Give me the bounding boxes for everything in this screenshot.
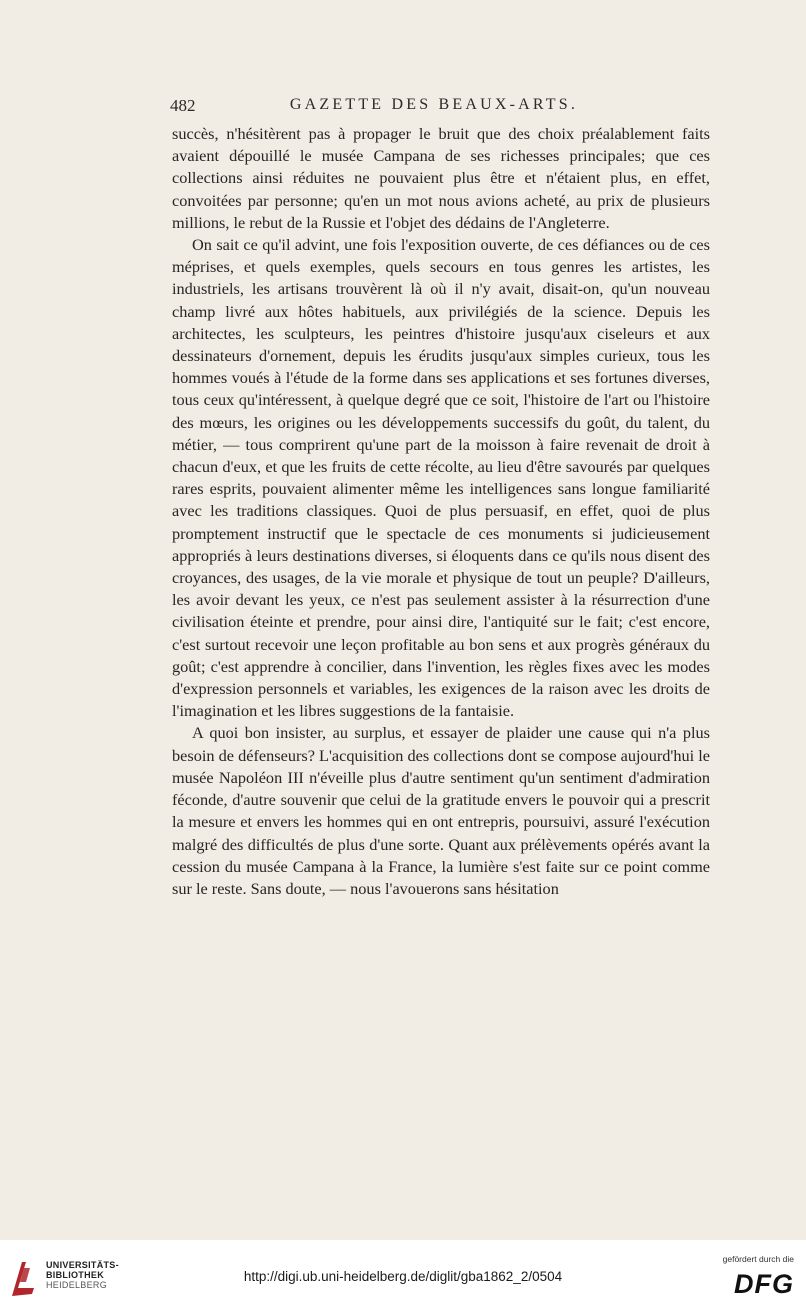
footer-bar [0,1240,806,1304]
permalink-url[interactable]: http://digi.ub.uni-heidelberg.de/diglit/gba1862_2/0504 [243,1269,563,1284]
running-title: GAZETTE DES BEAUX-ARTS. [289,96,579,113]
article-body [172,123,710,900]
dfg-logo-icon: DFG [734,1269,794,1299]
funding-note: gefördert durch die [722,1254,794,1264]
paragraph: On sait ce qu'il advint, une fois l'exposition ouverte, de ces défiances ou de ces méprises, et quels exemples, quels secours en tous genres les artistes, les industriels, les artisans trouvèrent là où il n'y avait, disait-on, qu'un nouveau champ livré aux hôtes habituels, aux privilégiés de la science. Depuis les architectes, les sculpteurs, les peintres d'histoire jusqu'aux ciseleurs et aux dessinateurs d'ornement, depuis les érudits jusqu'aux simples curieux, tous les hommes voués à l'étude de la forme dans ses applications et ses fortunes diverses, tous ceux qu'intéressent, à quelque degré que ce soit, l'histoire de l'art ou l'histoire des mœurs, les origines ou les développements successifs du goût, du talent, du métier, — tous comprirent qu'une part de la moisson à faire revenait de droit à chacun d'eux, et que les fruits de cette récolte, au lieu d'être savourés par quelques rares esprits, pouvaient alimenter même les intelligences sans longue familiarité avec les traditions classiques. Quoi de plus persuasif, en effet, quoi de plus promptement instructif que le spectacle de ces monuments si judicieusement appropriés à leurs destinations diverses, si éloquents dans ce qu'ils nous disent des croyances, des usages, de la vie morale et physique de tout un peuple? D'ailleurs, les avoir devant les yeux, ce n'est pas seulement assister à la résurrection d'une civilisation éteinte et prendre, pour ainsi dire, l'antiquité sur le fait; c'est encore, c'est surtout recevoir une leçon profitable au bon sens et aux progrès généraux du goût; c'est apprendre à concilier, dans l'invention, les règles fixes avec les modes d'expression personnels et variables, les exigences de la raison avec les droits de l'imagination et les libres suggestions de la fantaisie. [172,235,710,721]
library-name-line1: UNIVERSITÄTS- [46,1260,119,1270]
paragraph: succès, n'hésitèrent pas à propager le bruit que des choix préalablement faits avaient dépouillé le musée Campana de ses richesses principales; que ces collections ainsi réduites ne pouvaient plus être et n'étaient plus, en effet, convoitées par personne; qu'en un mot nous avions acheté, au prix de plusieurs millions, le rebut de la Russie et l'objet des dédains de l'Angleterre. [172,124,710,232]
library-name-line3: HEIDELBERG [46,1280,108,1290]
page-number: 482 [170,96,196,115]
paragraph: A quoi bon insister, au surplus, et essayer de plaider une cause qui n'a plus besoin de défenseurs? L'acquisition des collections dont se compose aujourd'hui le musée Napoléon III n'éveille plus d'autre sentiment qu'un sentiment d'admiration féconde, d'autre souvenir que celui de la gratitude envers le pouvoir qui a prescrit la mesure et envers les hommes qui en ont entrepris, poursuivi, assuré l'exécution malgré des difficultés de plus d'une sorte. Quant aux prélèvements opérés avant la cession du musée Campana à la France, la lumière s'est faite sur ce point comme sur le reste. Sans doute, — nous l'avouerons sans hésitation [172,723,710,898]
page-header [160,96,708,120]
library-name-line2: BIBLIOTHEK [46,1270,104,1280]
